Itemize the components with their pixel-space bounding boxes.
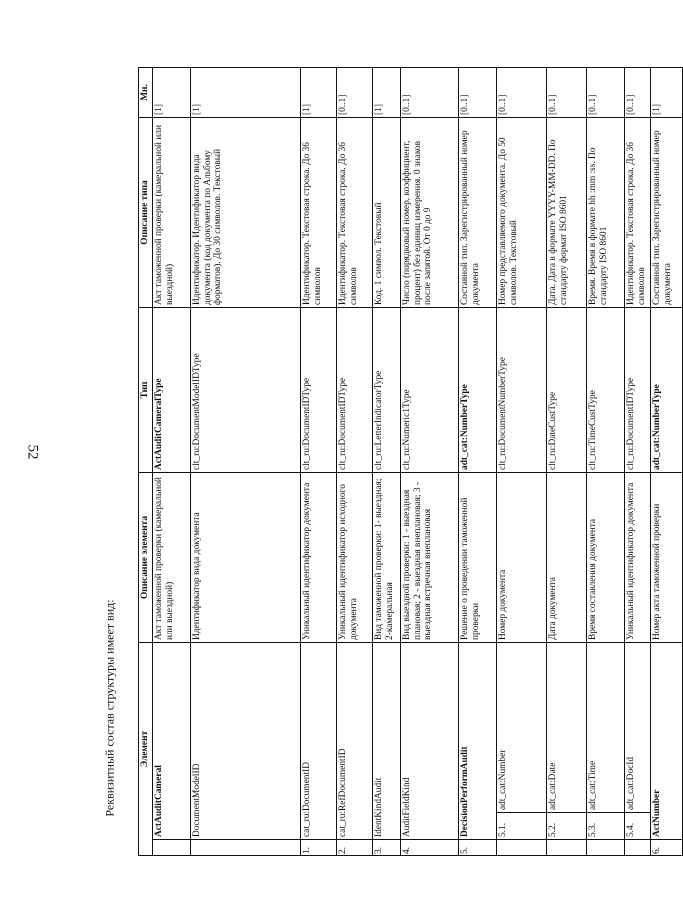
table-row (587, 67, 625, 855)
element-type: adt_cat:NumberType (651, 307, 683, 472)
table-row (651, 67, 683, 855)
row-number (625, 840, 651, 856)
multiplicity: [0..1] (459, 67, 497, 117)
type-desc: Идентификатор. Текстовая строка. До 36 символов (301, 117, 337, 307)
multiplicity: [1] (651, 67, 683, 117)
element-desc: Вид выездной проверки: 1 - выездная плановая; 2 - выездная внеплановая; 3 - выездная встречная внеплановая (401, 472, 459, 642)
type-desc: Идентификатор. Текстовая строка. До 36 символов (625, 117, 651, 307)
element-name: AuditFieldKind (401, 642, 459, 839)
row-subnumber: 5.4. (625, 813, 651, 840)
table-row (401, 67, 459, 855)
row-number (547, 840, 587, 856)
row-number (587, 840, 625, 856)
element-type: clt_ru:DateCustType (547, 307, 587, 472)
element-name: adt_cat:Number (497, 642, 547, 812)
row-subnumber: 5.1. (497, 813, 547, 840)
type-desc: Идентификатор. Идентификатор вида документа (код документа по Альбому форматов). До 30 символов. Текстовый (191, 117, 301, 307)
header-type-desc: Описание типа (139, 117, 153, 307)
table-row (497, 67, 547, 855)
table-row (301, 67, 337, 855)
multiplicity: [1] (191, 67, 301, 117)
multiplicity: [0..1] (497, 67, 547, 117)
multiplicity: [1] (373, 67, 401, 117)
type-desc: Номер представляемого документа. До 50 символов. Текстовый (497, 117, 547, 307)
element-type: clt_ru:DocumentIDType (625, 307, 651, 472)
element-type: clt_ru:TimeCustType (587, 307, 625, 472)
row-number (191, 840, 301, 856)
element-type: clt_ru:DocumentModelIDType (191, 307, 301, 472)
type-desc: Идентификатор. Текстовая строка. До 36 символов (337, 117, 373, 307)
element-name: IdentKindAudit (373, 642, 401, 839)
element-type: clt_ru:LetterIndicatorType (373, 307, 401, 472)
table-row (625, 67, 651, 855)
element-desc: Акт таможенной проверки (камеральной или выездной) (153, 472, 191, 642)
row-number: 2. (337, 840, 373, 856)
type-desc: Число (порядковый номер, коэффициент, процент) без единиц измерения. 0 знаков после запятой. От 0 до 9 (401, 117, 459, 307)
table-row (191, 67, 301, 855)
type-desc: Код. 1 символ. Текстовый (373, 117, 401, 307)
table-row (373, 67, 401, 855)
row-number: 3. (373, 840, 401, 856)
element-desc: Номер акта таможенной проверки (651, 472, 683, 642)
table-row (459, 67, 497, 855)
element-name: adt_cat:DocId (625, 642, 651, 812)
type-desc: Акт таможенной проверки (камеральной или выездной) (153, 117, 191, 307)
element-name: adt_cat:Time (587, 642, 625, 812)
multiplicity: [0..1] (401, 67, 459, 117)
page-number: 52 (24, 444, 41, 460)
multiplicity: [0..1] (337, 67, 373, 117)
multiplicity: [0..1] (625, 67, 651, 117)
row-number: 4. (401, 840, 459, 856)
element-name: ActAuditCameral (153, 642, 191, 839)
element-name: DocumentModelID (191, 642, 301, 839)
element-name: cat_ru:RefDocumentID (337, 642, 373, 839)
row-number (153, 840, 191, 856)
header-mult: Мн. (139, 67, 153, 117)
type-desc: Составной тип. Зарегистрированный номер документа (459, 117, 497, 307)
multiplicity: [1] (301, 67, 337, 117)
element-type: clt_ru:DocumentIDType (337, 307, 373, 472)
element-desc: Дата документа (547, 472, 587, 642)
element-type: clt_ru:Numeric1Type (401, 307, 459, 472)
row-number: 5. (459, 840, 497, 856)
element-desc: Решение о проведении таможенной проверки (459, 472, 497, 642)
multiplicity: [0..1] (547, 67, 587, 117)
row-number (497, 840, 547, 856)
element-type: adt_cat:NumberType (459, 307, 497, 472)
table-row (337, 67, 373, 855)
table-row (153, 67, 191, 855)
element-name: cat_ru:DocumentID (301, 642, 337, 839)
table-container (138, 68, 673, 856)
type-desc: Дата. Дата в формате YYYY-MM-DD. По стандарту формат ISO 8601 (547, 117, 587, 307)
element-type: ActAuditCameralType (153, 307, 191, 472)
element-desc: Уникальный идентификатор исходного документа (337, 472, 373, 642)
type-desc: Составной тип. Зарегистрированный номер документа (651, 117, 683, 307)
header-type: Тип (139, 307, 153, 472)
header-element: Элемент (139, 642, 153, 855)
element-name: ActNumber (651, 642, 683, 839)
element-name: DecisionPerformAudit (459, 642, 497, 839)
row-number: 6. (651, 840, 683, 856)
intro-text: Реквизитный состав структуры имеет вид: (102, 599, 117, 817)
element-name: adt_cat:Date (547, 642, 587, 812)
row-number: 1. (301, 840, 337, 856)
element-type: clt_ru:DocumentNumberType (497, 307, 547, 472)
element-desc: Вид таможенной проверки: 1- выездная; 2-камеральная (373, 472, 401, 642)
element-desc: Уникальный идентификатор документа (625, 472, 651, 642)
row-subnumber: 5.3. (587, 813, 625, 840)
row-subnumber: 5.2. (547, 813, 587, 840)
table-header-row (139, 67, 153, 855)
multiplicity: [0..1] (587, 67, 625, 117)
element-desc: Идентификатор вида документа (191, 472, 301, 642)
header-element-desc: Описание элемента (139, 472, 153, 642)
element-desc: Время составления документа (587, 472, 625, 642)
element-type: clt_ru:DocumentIDType (301, 307, 337, 472)
requisites-table (138, 67, 683, 856)
element-desc: Номер документа (497, 472, 547, 642)
element-desc: Уникальный идентификатор документа (301, 472, 337, 642)
table-row (547, 67, 587, 855)
multiplicity: [1] (153, 67, 191, 117)
type-desc: Время. Время в формате hh :mm :ss. По стандарту ISO 8601 (587, 117, 625, 307)
